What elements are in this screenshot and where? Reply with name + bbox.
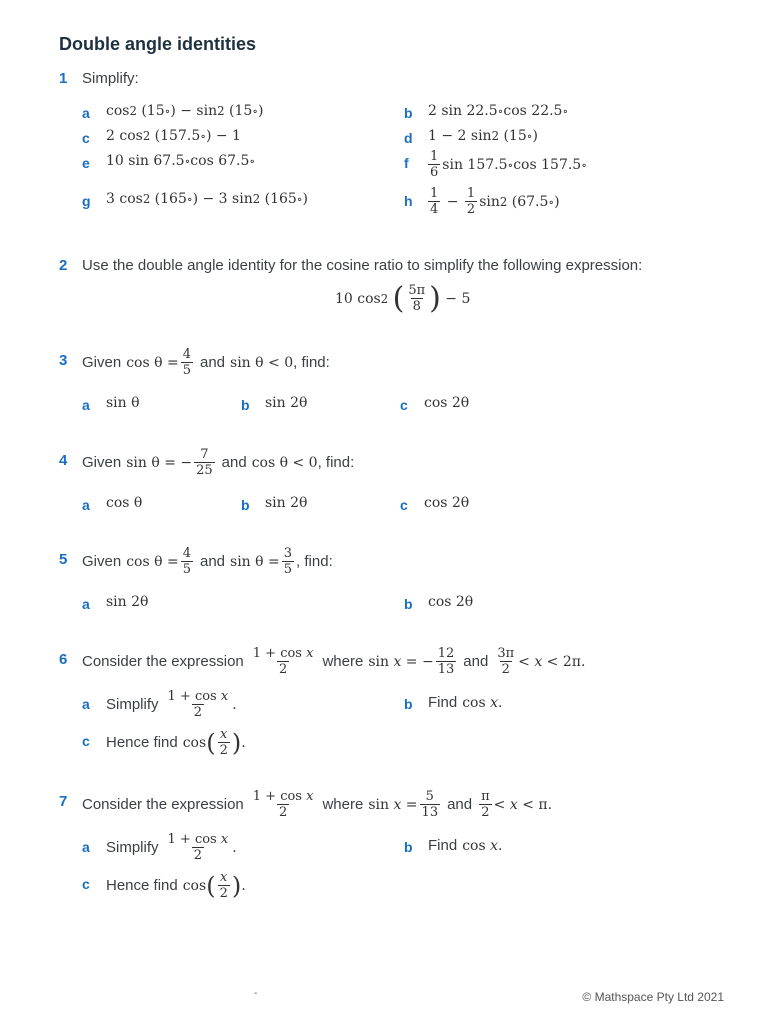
q1-letter-h: h [404,193,413,209]
q1-part-c: 2 cos 2 (157.5 ∘ ) − 1 [106,128,241,144]
q7-letter-c: c [82,876,90,892]
q3-part-b: sin 2θ [265,395,308,411]
q3-given-label: Given [82,354,122,371]
q7-part-a: Simplify $\frac{\text{1 + cos x}}{2}$ . [106,832,237,863]
q4-part-a: cos θ [106,495,143,511]
question-number-2: 2 [59,257,68,274]
q4-part-c: cos 2θ [424,495,470,511]
q7-where: where [322,796,364,813]
q7-b-text: Find [428,837,458,854]
q1-part-a: cos 2 (15 ∘ ) − sin 2 (15 ∘ ) [106,103,264,119]
q4-part-b: sin 2θ [265,495,308,511]
q3-part-c: cos 2θ [424,395,470,411]
question-number-3: 3 [59,352,68,369]
q3-letter-c: c [400,397,408,413]
q1-part-h: $\frac{1}{4}$ − $\frac{1}{2}$ sin 2 (67.5 ∘ ) [430,186,560,217]
q7-a-prefix: Simplify [106,839,159,856]
q1-part-d: 1 − 2 sin 2 (15 ∘ ) [428,128,538,144]
q7-part-c: Hence find cos ( $\frac{x}{2}$ ) . [106,870,246,901]
q1-letter-d: d [404,130,413,146]
q3-and-label: and [199,354,226,371]
q3-letter-a: a [82,397,90,413]
q1-part-b: 2 sin 22.5 ∘ cos 22.5 ∘ [428,103,569,119]
q7-c-prefix: Hence find [106,877,178,894]
q1-letter-f: f [404,155,409,171]
question-1-prompt: Simplify: [82,70,139,87]
q6-c-prefix: Hence find [106,734,178,751]
q6-letter-c: c [82,733,90,749]
q7-prefix: Consider the expression [82,796,244,813]
question-number-6: 6 [59,651,68,668]
q7-letter-a: a [82,839,90,855]
q4-given-label: Given [82,454,122,471]
q1-part-f: $\frac{1}{6}$ sin 157.5 ∘ cos 157.5 ∘ [430,149,587,180]
q6-b-text: Find [428,694,458,711]
q6-part-c: Hence find cos ( $\frac{x}{2}$ ) . [106,727,246,758]
q1-letter-a: a [82,105,90,121]
q6-prefix: Consider the expression [82,653,244,670]
q6-letter-a: a [82,696,90,712]
q5-letter-b: b [404,596,413,612]
question-7-prompt: Consider the expression $\frac{\text{1 + cos x}}{2}$ where sin x = $\frac{5}{13}$ and $\frac{\pi}{2}$ < x < π. [82,789,553,820]
q1-letter-g: g [82,193,91,209]
q3-letter-b: b [241,397,250,413]
q6-and: and [463,653,489,670]
page-title: Double angle identities [59,34,257,54]
question-number-4: 4 [59,452,68,469]
q6-letter-b: b [404,696,413,712]
question-4-prompt: Given sin θ = − $\frac{7}{25}$ and cos θ < 0 , find: [82,447,355,478]
question-number-7: 7 [59,793,68,810]
q6-part-b: Find cos x. [428,694,503,711]
q7-letter-b: b [404,839,413,855]
q1-letter-c: c [82,130,90,146]
q2-expression: 10 cos 2 ( $\frac{5\pi}{8}$ ) − 5 [335,280,471,316]
page-mark: - [254,988,258,999]
q4-letter-c: c [400,497,408,513]
question-5-prompt: Given cos θ = $\frac{4}{5}$ and sin θ = $\frac{3}{5}$ , find: [82,546,333,577]
q1-letter-b: b [404,105,413,121]
q4-find-label: , find: [317,454,355,471]
copyright-footer: © Mathspace Pty Ltd 2021 [582,990,724,1004]
question-number-5: 5 [59,551,68,568]
q1-part-e: 10 sin 67.5 ∘ cos 67.5 ∘ [106,153,256,169]
q1-letter-e: e [82,155,90,171]
question-number-1: 1 [59,70,68,87]
question-2-prompt: Use the double angle identity for the cosine ratio to simplify the following expression: [82,257,643,274]
q5-and-label: and [199,553,226,570]
q4-letter-b: b [241,497,250,513]
q5-part-b: cos 2θ [428,594,474,610]
question-3-prompt: Given cos θ = $\frac{4}{5}$ and sin θ < 0 , find: [82,347,330,378]
q5-letter-a: a [82,596,90,612]
q7-part-b: Find cos x. [428,837,503,854]
q6-part-a: Simplify $\frac{\text{1 + cos x}}{2}$ . [106,689,237,720]
q3-part-a: sin θ [106,395,140,411]
q3-find-label: , find: [293,354,330,371]
q5-find-label: , find: [296,553,333,570]
q5-given-label: Given [82,553,122,570]
q6-a-prefix: Simplify [106,696,159,713]
q6-where: where [322,653,364,670]
q5-part-a: sin 2θ [106,594,149,610]
q7-and: and [447,796,473,813]
question-6-prompt: Consider the expression $\frac{\text{1 + cos x}}{2}$ where sin x = − $\frac{12}{13}$ and $\frac{3\pi}{2}$ < x < 2π. [82,646,586,677]
q1-part-g: 3 cos 2 (165 ∘ ) − 3 sin 2 (165 ∘ ) [106,191,308,207]
q4-letter-a: a [82,497,90,513]
q4-and-label: and [221,454,247,471]
